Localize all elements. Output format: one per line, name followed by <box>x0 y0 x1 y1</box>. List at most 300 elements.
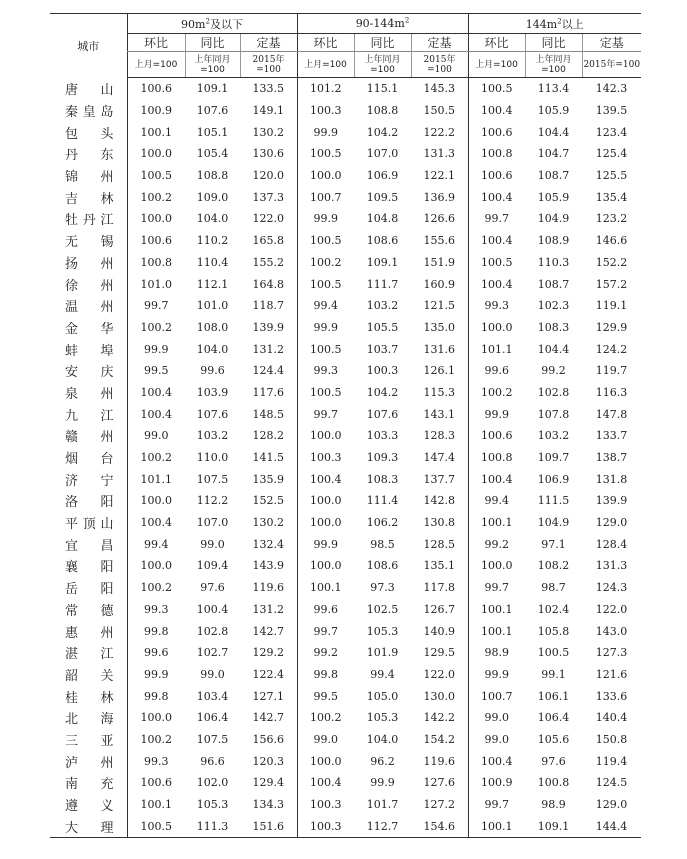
index-value-cell: 142.7 <box>252 711 284 725</box>
index-value-cell: 139.5 <box>595 104 628 118</box>
table-row <box>50 555 641 577</box>
index-value-cell: 108.9 <box>537 234 570 248</box>
index-value-cell: 100.6 <box>468 121 525 143</box>
index-value-cell: 99.0 <box>200 537 225 551</box>
index-value-cell: 140.4 <box>595 711 628 725</box>
index-value-cell: 109.7 <box>537 451 570 465</box>
index-value-cell: 128.3 <box>423 429 455 443</box>
index-value-cell: 100.8 <box>468 143 525 165</box>
index-value-cell: 100.5 <box>297 230 354 252</box>
index-value-cell: 128.5 <box>423 537 455 551</box>
table-row <box>50 707 641 729</box>
metric-header-fixed-base: 定基 <box>240 34 297 52</box>
index-value-cell: 102.8 <box>196 624 229 638</box>
index-value-cell: 151.9 <box>423 255 455 269</box>
index-value-cell: 135.4 <box>595 190 628 204</box>
index-value-cell: 142.3 <box>595 82 628 96</box>
index-value-cell: 99.8 <box>297 664 354 686</box>
index-value-cell: 124.4 <box>252 364 284 378</box>
index-value-cell: 100.4 <box>468 230 525 252</box>
index-value-cell: 107.5 <box>196 472 229 486</box>
index-value-cell: 122.4 <box>252 667 284 681</box>
index-value-cell: 104.7 <box>537 147 570 161</box>
index-value-cell: 100.9 <box>127 100 185 122</box>
index-value-cell: 124.5 <box>595 776 628 790</box>
index-value-cell: 129.5 <box>423 646 455 660</box>
index-value-cell: 124.3 <box>595 581 628 595</box>
index-value-cell: 102.3 <box>537 299 570 313</box>
index-value-cell: 100.4 <box>468 750 525 772</box>
index-value-cell: 154.6 <box>411 815 468 837</box>
index-value-cell: 99.7 <box>297 403 354 425</box>
index-value-cell: 103.7 <box>366 342 399 356</box>
city-name: 遵义 <box>65 799 114 815</box>
index-value-cell: 99.3 <box>468 295 525 317</box>
index-value-cell: 154.2 <box>423 732 455 746</box>
city-name: 烟台 <box>65 452 114 468</box>
city-name: 北海 <box>65 712 114 728</box>
index-value-cell: 108.3 <box>537 320 570 334</box>
table-body <box>50 78 641 838</box>
index-value-cell: 104.0 <box>366 732 399 746</box>
city-name: 牡丹江 <box>65 213 114 229</box>
base-header-yoy: 上年同月=100 <box>354 52 411 78</box>
city-name: 秦皇岛 <box>65 105 114 121</box>
index-value-cell: 164.8 <box>252 277 284 291</box>
index-value-cell: 101.1 <box>468 338 525 360</box>
index-value-cell: 128.4 <box>595 537 628 551</box>
table-row <box>50 186 641 208</box>
index-value-cell: 100.0 <box>127 208 185 230</box>
index-value-cell: 99.9 <box>127 338 185 360</box>
index-value-cell: 99.8 <box>127 620 185 642</box>
index-value-cell: 100.2 <box>297 252 354 274</box>
index-value-cell: 130.2 <box>252 125 284 139</box>
index-value-cell: 105.6 <box>537 732 570 746</box>
index-value-cell: 99.7 <box>468 794 525 816</box>
index-value-cell: 108.7 <box>537 277 570 291</box>
index-value-cell: 107.6 <box>366 407 399 421</box>
index-value-cell: 133.6 <box>595 689 628 703</box>
index-value-cell: 110.4 <box>196 255 229 269</box>
index-value-cell: 102.7 <box>196 646 229 660</box>
index-value-cell: 97.3 <box>370 581 395 595</box>
index-value-cell: 121.6 <box>595 667 628 681</box>
index-value-cell: 106.2 <box>366 516 399 530</box>
index-value-cell: 100.5 <box>127 165 185 187</box>
table-row <box>50 468 641 490</box>
table-row <box>50 490 641 512</box>
base-header-fixed-base: 2015年=100 <box>411 52 468 78</box>
index-value-cell: 108.7 <box>537 169 570 183</box>
index-value-cell: 122.2 <box>423 125 455 139</box>
city-name: 桂林 <box>65 690 114 706</box>
index-value-cell: 100.4 <box>468 273 525 295</box>
index-value-cell: 100.3 <box>297 447 354 469</box>
index-value-cell: 117.8 <box>423 581 455 595</box>
table-row <box>50 252 641 274</box>
index-value-cell: 119.7 <box>595 364 628 378</box>
index-value-cell: 150.5 <box>423 104 455 118</box>
table-header <box>50 14 641 78</box>
index-value-cell: 129.0 <box>595 798 628 812</box>
index-value-cell: 140.9 <box>423 624 455 638</box>
index-value-cell: 103.2 <box>366 299 399 313</box>
index-value-cell: 98.9 <box>468 642 525 664</box>
index-value-cell: 147.8 <box>595 407 628 421</box>
index-value-cell: 119.6 <box>252 581 284 595</box>
index-value-cell: 105.9 <box>537 104 570 118</box>
index-value-cell: 118.7 <box>252 299 284 313</box>
index-value-cell: 99.3 <box>127 750 185 772</box>
index-value-cell: 100.4 <box>468 468 525 490</box>
index-value-cell: 99.6 <box>200 364 225 378</box>
index-value-cell: 105.0 <box>366 689 399 703</box>
index-value-cell: 109.3 <box>366 451 399 465</box>
index-value-cell: 99.9 <box>297 317 354 339</box>
index-value-cell: 100.3 <box>297 815 354 837</box>
index-value-cell: 101.7 <box>366 798 399 812</box>
index-value-cell: 102.4 <box>537 602 570 616</box>
index-value-cell: 103.4 <box>196 689 229 703</box>
index-value-cell: 105.4 <box>196 147 229 161</box>
index-value-cell: 100.1 <box>127 121 185 143</box>
index-value-cell: 143.0 <box>595 624 628 638</box>
index-value-cell: 100.6 <box>127 230 185 252</box>
index-value-cell: 100.1 <box>468 620 525 642</box>
metric-header-mom: 环比 <box>297 34 354 52</box>
index-value-cell: 145.3 <box>423 82 455 96</box>
index-value-cell: 100.1 <box>468 599 525 621</box>
index-value-cell: 100.6 <box>468 425 525 447</box>
index-value-cell: 160.9 <box>423 277 455 291</box>
index-value-cell: 99.4 <box>370 667 395 681</box>
index-value-cell: 130.2 <box>252 516 284 530</box>
index-value-cell: 116.3 <box>595 385 628 399</box>
index-value-cell: 101.2 <box>297 78 354 100</box>
metric-header-fixed-base: 定基 <box>411 34 468 52</box>
city-name: 南充 <box>65 777 114 793</box>
index-value-cell: 99.0 <box>297 729 354 751</box>
index-value-cell: 109.1 <box>525 815 582 837</box>
index-value-cell: 109.1 <box>196 82 229 96</box>
index-value-cell: 110.3 <box>537 255 570 269</box>
city-name: 襄阳 <box>65 560 114 576</box>
index-value-cell: 100.2 <box>127 186 185 208</box>
index-value-cell: 100.3 <box>366 364 399 378</box>
city-name: 唐山 <box>65 83 114 99</box>
index-value-cell: 100.0 <box>297 425 354 447</box>
index-value-cell: 100.2 <box>127 577 185 599</box>
index-value-cell: 108.8 <box>196 169 229 183</box>
index-value-cell: 127.2 <box>423 798 455 812</box>
metric-header-mom: 环比 <box>127 34 185 52</box>
index-value-cell: 102.0 <box>196 776 229 790</box>
city-name: 锦州 <box>65 170 114 186</box>
index-value-cell: 103.2 <box>537 429 570 443</box>
metric-header-yoy: 同比 <box>525 34 582 52</box>
city-name: 徐州 <box>65 278 114 294</box>
index-value-cell: 155.6 <box>423 234 455 248</box>
index-value-cell: 127.3 <box>595 646 628 660</box>
index-value-cell: 134.3 <box>252 798 284 812</box>
index-value-cell: 129.4 <box>252 776 284 790</box>
index-value-cell: 129.2 <box>252 646 284 660</box>
index-value-cell: 100.5 <box>297 338 354 360</box>
index-value-cell: 108.0 <box>196 320 229 334</box>
table-row <box>50 143 641 165</box>
index-value-cell: 108.6 <box>366 559 399 573</box>
group-header-large: $144m^2$以上 <box>468 14 641 34</box>
table-row <box>50 403 641 425</box>
index-value-cell: 119.6 <box>423 754 455 768</box>
index-value-cell: 122.0 <box>595 602 628 616</box>
index-value-cell: 138.7 <box>595 451 628 465</box>
table-row <box>50 295 641 317</box>
index-value-cell: 110.2 <box>196 234 229 248</box>
city-name: 济宁 <box>65 473 114 489</box>
index-value-cell: 111.3 <box>185 815 240 837</box>
index-value-cell: 105.3 <box>366 624 399 638</box>
index-value-cell: 99.0 <box>127 425 185 447</box>
index-value-cell: 100.5 <box>297 273 354 295</box>
index-value-cell: 100.8 <box>127 252 185 274</box>
index-value-cell: 100.0 <box>127 490 185 512</box>
index-value-cell: 121.5 <box>423 299 455 313</box>
index-value-cell: 100.0 <box>297 490 354 512</box>
index-value-cell: 100.4 <box>297 468 354 490</box>
city-column-header: 城市 <box>77 39 100 53</box>
index-value-cell: 100.0 <box>297 165 354 187</box>
index-value-cell: 103.9 <box>196 385 229 399</box>
index-value-cell: 100.4 <box>127 382 185 404</box>
base-header-mom: 上月=100 <box>468 52 525 78</box>
index-value-cell: 122.0 <box>252 212 284 226</box>
index-value-cell: 100.2 <box>297 707 354 729</box>
metric-header-yoy: 同比 <box>185 34 240 52</box>
index-value-cell: 99.7 <box>297 620 354 642</box>
index-value-cell: 100.5 <box>297 143 354 165</box>
index-value-cell: 100.1 <box>127 794 185 816</box>
index-value-cell: 120.0 <box>252 169 284 183</box>
index-value-cell: 100.4 <box>468 186 525 208</box>
index-value-cell: 135.0 <box>423 320 455 334</box>
city-name: 常德 <box>65 603 114 619</box>
index-value-cell: 106.9 <box>537 472 570 486</box>
index-value-cell: 109.4 <box>196 559 229 573</box>
index-value-cell: 99.5 <box>127 360 185 382</box>
index-value-cell: 109.0 <box>196 190 229 204</box>
index-value-cell: 99.2 <box>468 533 525 555</box>
index-value-cell: 100.8 <box>537 776 570 790</box>
index-value-cell: 165.8 <box>252 234 284 248</box>
index-value-cell: 99.7 <box>468 577 525 599</box>
index-value-cell: 99.4 <box>468 490 525 512</box>
city-name: 温州 <box>65 300 114 316</box>
index-value-cell: 105.8 <box>537 624 570 638</box>
index-value-cell: 100.0 <box>297 555 354 577</box>
index-value-cell: 105.1 <box>196 125 229 139</box>
index-value-cell: 127.6 <box>423 776 455 790</box>
table-row <box>50 815 641 837</box>
table-row <box>50 664 641 686</box>
index-value-cell: 128.2 <box>252 429 284 443</box>
index-value-cell: 99.4 <box>127 533 185 555</box>
city-name: 包头 <box>65 126 114 142</box>
price-index-table <box>50 13 641 838</box>
index-value-cell: 141.5 <box>252 451 284 465</box>
metric-header-fixed-base: 定基 <box>582 34 641 52</box>
index-value-cell: 100.0 <box>127 143 185 165</box>
index-value-cell: 100.5 <box>127 815 185 837</box>
city-name: 韶关 <box>65 668 114 684</box>
table-row <box>50 447 641 469</box>
table-row <box>50 208 641 230</box>
index-value-cell: 123.4 <box>595 125 628 139</box>
index-value-cell: 122.1 <box>423 169 455 183</box>
index-value-cell: 108.3 <box>366 472 399 486</box>
index-value-cell: 127.1 <box>252 689 284 703</box>
base-header-mom: 上月=100 <box>297 52 354 78</box>
index-value-cell: 108.8 <box>366 104 399 118</box>
index-value-cell: 152.5 <box>252 494 284 508</box>
index-value-cell: 119.4 <box>595 754 628 768</box>
index-value-cell: 99.2 <box>541 364 566 378</box>
index-value-cell: 104.2 <box>366 385 399 399</box>
index-value-cell: 111.4 <box>366 494 399 508</box>
base-header-yoy: 上年同月=100 <box>185 52 240 78</box>
city-name: 岳阳 <box>65 582 114 598</box>
index-value-cell: 101.0 <box>196 299 229 313</box>
city-name: 宜昌 <box>65 538 114 554</box>
index-value-cell: 100.3 <box>297 794 354 816</box>
index-value-cell: 155.2 <box>252 255 284 269</box>
index-value-cell: 109.1 <box>366 255 399 269</box>
index-value-cell: 100.1 <box>468 815 525 837</box>
index-value-cell: 133.7 <box>595 429 628 443</box>
index-value-cell: 100.2 <box>127 729 185 751</box>
index-value-cell: 104.0 <box>196 342 229 356</box>
index-value-cell: 125.4 <box>595 147 628 161</box>
index-value-cell: 131.2 <box>252 342 284 356</box>
index-value-cell: 100.0 <box>468 317 525 339</box>
table-row <box>50 599 641 621</box>
index-value-cell: 131.8 <box>595 472 628 486</box>
city-name: 安庆 <box>65 365 114 381</box>
base-header-fixed-base: 2015年=100 <box>240 52 297 78</box>
index-value-cell: 99.9 <box>370 776 395 790</box>
index-value-cell: 100.2 <box>127 317 185 339</box>
index-value-cell: 99.6 <box>127 642 185 664</box>
index-value-cell: 100.7 <box>297 186 354 208</box>
table-row <box>50 165 641 187</box>
index-value-cell: 150.8 <box>595 732 628 746</box>
index-value-cell: 100.0 <box>127 707 185 729</box>
index-value-cell: 149.1 <box>252 104 284 118</box>
table-row <box>50 338 641 360</box>
index-value-cell: 106.1 <box>537 689 570 703</box>
index-value-cell: 157.2 <box>595 277 628 291</box>
city-name: 泉州 <box>65 386 114 402</box>
index-value-cell: 100.4 <box>127 403 185 425</box>
city-name: 洛阳 <box>65 495 114 511</box>
index-value-cell: 107.6 <box>196 407 229 421</box>
index-value-cell: 101.0 <box>127 273 185 295</box>
index-value-cell: 152.2 <box>595 255 628 269</box>
index-value-cell: 131.2 <box>252 602 284 616</box>
table-row <box>50 273 641 295</box>
index-value-cell: 131.3 <box>595 559 628 573</box>
index-value-cell: 105.5 <box>366 320 399 334</box>
table-row <box>50 230 641 252</box>
index-value-cell: 130.8 <box>423 516 455 530</box>
index-value-cell: 99.6 <box>297 599 354 621</box>
index-value-cell: 156.6 <box>252 732 284 746</box>
index-value-cell: 135.9 <box>252 472 284 486</box>
index-value-cell: 99.9 <box>297 121 354 143</box>
index-value-cell: 99.0 <box>468 707 525 729</box>
city-name: 惠州 <box>65 625 114 641</box>
index-value-cell: 131.3 <box>423 147 455 161</box>
index-value-cell: 144.4 <box>582 815 641 837</box>
city-name: 泸州 <box>65 755 114 771</box>
index-value-cell: 99.0 <box>200 667 225 681</box>
index-value-cell: 99.6 <box>468 360 525 382</box>
metric-header-yoy: 同比 <box>354 34 411 52</box>
index-value-cell: 106.4 <box>537 711 570 725</box>
index-value-cell: 107.5 <box>196 732 229 746</box>
table-row <box>50 729 641 751</box>
index-value-cell: 130.6 <box>252 147 284 161</box>
index-value-cell: 99.9 <box>297 533 354 555</box>
index-value-cell: 104.9 <box>537 212 570 226</box>
table-row <box>50 382 641 404</box>
index-value-cell: 112.1 <box>196 277 229 291</box>
city-name: 吉林 <box>65 191 114 207</box>
index-value-cell: 148.5 <box>252 407 284 421</box>
index-value-cell: 96.6 <box>200 754 225 768</box>
index-value-cell: 97.6 <box>541 754 566 768</box>
index-value-cell: 146.6 <box>595 234 628 248</box>
index-value-cell: 99.1 <box>541 667 566 681</box>
index-value-cell: 117.6 <box>252 385 284 399</box>
index-value-cell: 99.0 <box>468 729 525 751</box>
city-name: 扬州 <box>65 256 114 272</box>
table-row <box>50 121 641 143</box>
index-value-cell: 142.8 <box>423 494 455 508</box>
base-header-yoy: 上年同月=100 <box>525 52 582 78</box>
index-value-cell: 100.4 <box>297 772 354 794</box>
index-value-cell: 99.3 <box>127 599 185 621</box>
index-value-cell: 111.7 <box>366 277 399 291</box>
city-name: 平顶山 <box>65 517 114 533</box>
index-value-cell: 101.9 <box>366 646 399 660</box>
index-value-cell: 100.3 <box>297 100 354 122</box>
index-value-cell: 126.1 <box>423 364 455 378</box>
index-value-cell: 115.3 <box>423 385 455 399</box>
index-value-cell: 100.5 <box>537 646 570 660</box>
index-value-cell: 137.7 <box>423 472 455 486</box>
index-value-cell: 100.7 <box>468 685 525 707</box>
index-value-cell: 100.4 <box>196 602 229 616</box>
index-value-cell: 136.9 <box>423 190 455 204</box>
city-name: 赣州 <box>65 430 114 446</box>
index-value-cell: 124.2 <box>595 342 628 356</box>
metric-header-mom: 环比 <box>468 34 525 52</box>
index-value-cell: 97.6 <box>200 581 225 595</box>
index-value-cell: 115.1 <box>366 82 399 96</box>
index-value-cell: 122.0 <box>423 667 455 681</box>
